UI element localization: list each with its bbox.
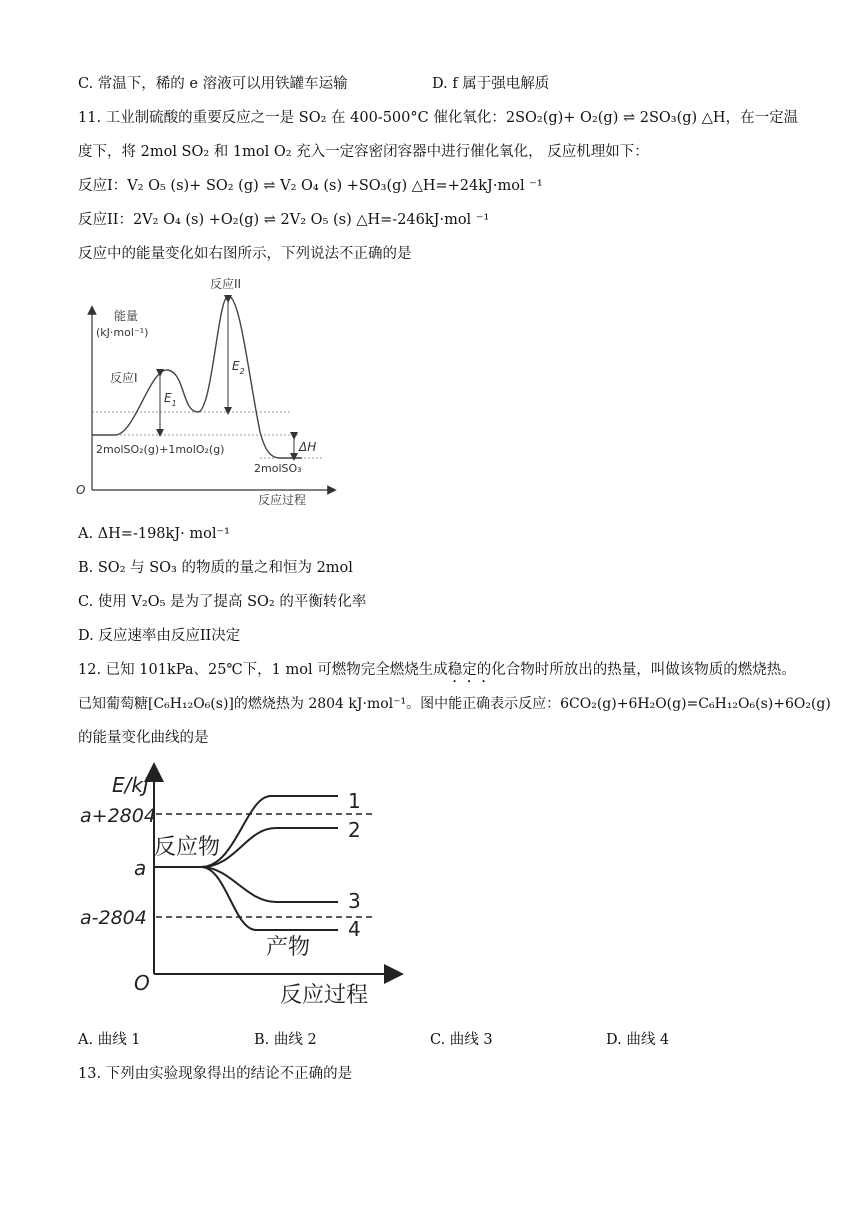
q11-energy-diagram xyxy=(70,272,350,508)
q11-reaction-2: 反应II：2V₂ O₄ (s) +O₂(g) ⇌ 2V₂ O₅ (s) △H=-246kJ·mol ⁻¹ xyxy=(78,212,490,228)
q11-stem-line1 xyxy=(78,108,798,128)
origin-label: O xyxy=(134,971,150,995)
xlabel: 反应过程 xyxy=(258,493,307,507)
peak1-label: 反应I xyxy=(110,371,138,385)
origin-label: O xyxy=(76,483,86,497)
e2-label: $E_2$ xyxy=(232,359,245,376)
q10-option-d: D. f 属于强电解质 xyxy=(432,76,550,92)
ylabel-line1: 能量 xyxy=(114,309,139,323)
q11-main-equation: 2SO₂(g)+ O₂(g) ⇌ 2SO₃(g) △H，在一定温 xyxy=(505,110,799,126)
curve-1-label: 1 xyxy=(348,789,361,813)
q12-option-d: D. 曲线 4 xyxy=(606,1032,670,1048)
curve-4-label: 4 xyxy=(348,917,361,941)
low-level-label: a-2804 xyxy=(80,907,147,929)
q12-option-c: C. 曲线 3 xyxy=(430,1032,493,1048)
q11-option-c: C. 使用 V₂O₅ 是为了提高 SO₂ 的平衡转化率 xyxy=(78,594,367,610)
q11-question: 反应中的能量变化如右图所示，下列说法不正确的是 xyxy=(78,246,412,262)
q12-option-a: A. 曲线 1 xyxy=(78,1032,141,1048)
q11-option-a: A. ΔH=-198kJ· mol⁻¹ xyxy=(78,526,230,542)
q11-option-d: D. 反应速率由反应II决定 xyxy=(78,628,241,644)
ylabel-line2: (kJ·mol⁻¹) xyxy=(96,326,149,339)
dh-label: ΔH xyxy=(299,440,317,454)
products-label: 2molSO₃ xyxy=(254,462,302,475)
reactants-label: 反应物 xyxy=(154,835,221,860)
q13-stem: 13. 下列由实验现象得出的结论不正确的是 xyxy=(78,1066,353,1082)
products-label: 产物 xyxy=(266,935,311,960)
reactants-label: 2molSO₂(g)+1molO₂(g) xyxy=(96,443,225,456)
q11-stem-line2: 度下，将 2mol SO₂ 和 1mol O₂ 充入一定容密闭容器中进行催化氧化， 反应机理如下： xyxy=(78,144,649,160)
q12-option-b: B. 曲线 2 xyxy=(254,1032,317,1048)
q12-stem-line1 xyxy=(78,660,796,686)
curve-2-label: 2 xyxy=(348,818,361,842)
q10-option-c: C. 常温下，稀的 e 溶液可以用铁罐车运输 xyxy=(78,76,348,92)
e1-label: $E_1$ xyxy=(164,391,177,408)
q12-stem-post: 化合物时所放出的热量，叫做该物质的燃烧热。 xyxy=(491,662,796,678)
curve-1 xyxy=(201,796,338,867)
peak2-label: 反应II xyxy=(210,277,242,291)
q11-option-b: B. SO₂ 与 SO₃ 的物质的量之和恒为 2mol xyxy=(78,560,353,576)
curve-2 xyxy=(201,828,338,867)
q12-stem-pre: 12. 已知 101kPa、25℃下，1 mol 可燃物完全燃烧生成 xyxy=(78,662,448,678)
ylabel: E/kJ xyxy=(112,773,149,797)
curve-4 xyxy=(201,867,338,930)
q12-stem-line3: 的能量变化曲线的是 xyxy=(78,730,209,746)
mid-level-label: a xyxy=(134,856,147,880)
top-level-label: a+2804 xyxy=(80,805,156,827)
q11-reaction-1: 反应I：V₂ O₅ (s)+ SO₂ (g) ⇌ V₂ O₄ (s) +SO₃(g) △H=+24kJ·mol ⁻¹ xyxy=(78,178,543,194)
q12-emphasis: 稳定的 xyxy=(447,662,492,678)
q11-stem-prefix: 11. 工业制硫酸的重要反应之一是 SO₂ 在 400-500°C 催化氧化： xyxy=(78,110,506,126)
q12-stem-line2: 已知葡萄糖[C₆H₁₂O₆(s)]的燃烧热为 2804 kJ·mol⁻¹。图中能正确表示反应：6CO₂(g)+6H₂O(g)=C₆H₁₂O₆(s)+6O₂(g) xyxy=(78,696,831,712)
q12-energy-diagram xyxy=(76,762,406,1008)
curve-3-label: 3 xyxy=(348,889,361,913)
xlabel: 反应过程 xyxy=(280,983,369,1008)
